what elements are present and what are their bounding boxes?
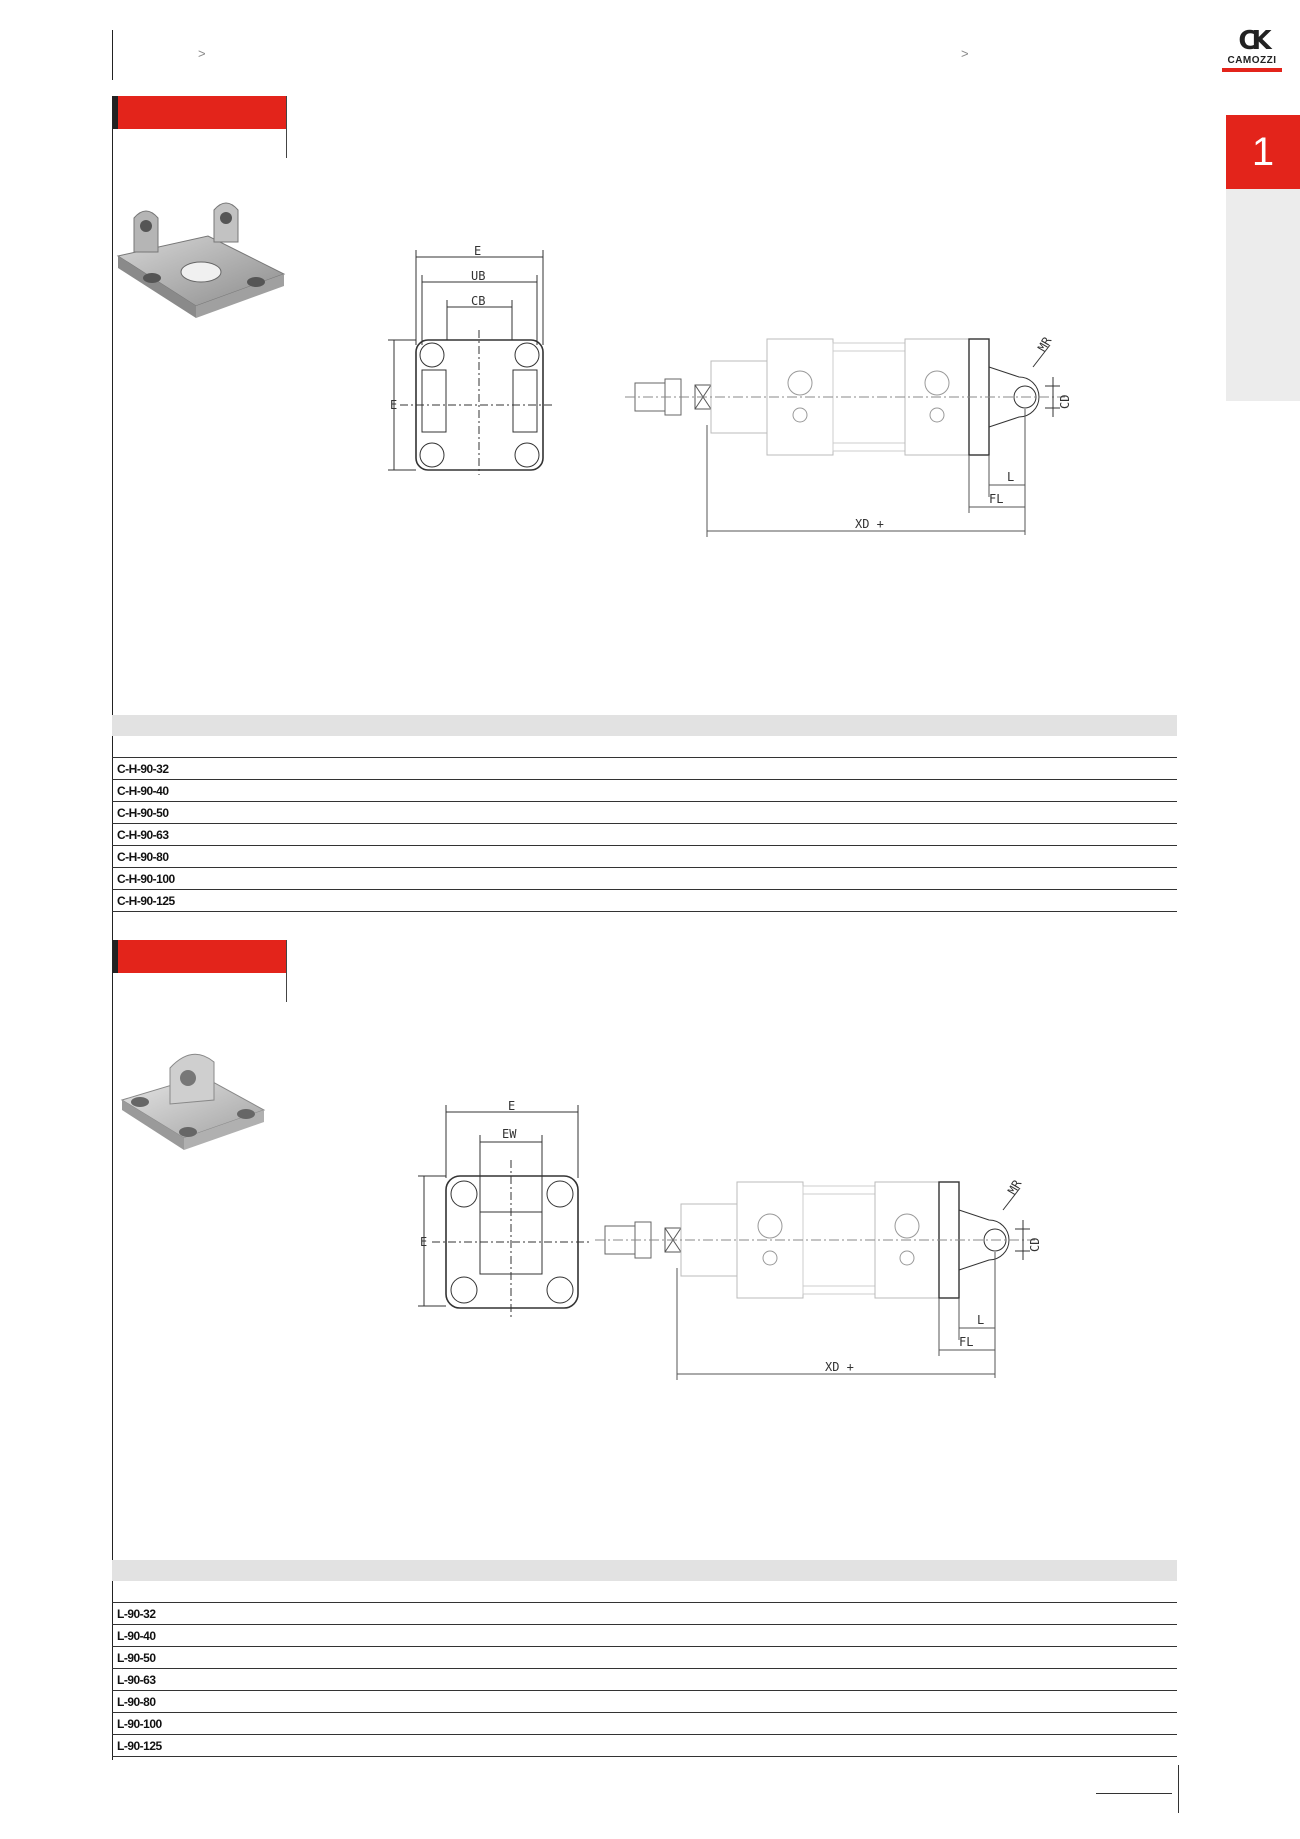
model-code: L-90-125 (112, 1735, 1012, 1757)
dim-label-ub: UB (471, 269, 486, 283)
model-code: L-90-32 (112, 1603, 1012, 1625)
table-header-row (112, 715, 1177, 736)
spec-table-1 (112, 715, 1177, 912)
model-code: L-90-80 (112, 1691, 1012, 1713)
page-number-rule (1096, 1793, 1172, 1794)
dim-label-xd: XD + (855, 517, 884, 531)
logo-text: CAMOZZI (1227, 55, 1277, 66)
dim-label-ew: EW (502, 1127, 517, 1141)
model-code: L-90-100 (112, 1713, 1012, 1735)
breadcrumb-separator-left: > (198, 46, 206, 61)
model-code: L-90-50 (112, 1647, 1012, 1669)
breadcrumb-separator-right: > (961, 46, 969, 61)
table-subheader-row (112, 736, 1177, 758)
table-row (112, 1713, 1177, 1735)
dim-label-cd: CD (1058, 394, 1072, 409)
dim-label-fl: FL (989, 492, 1004, 506)
dim-label-e-top: E (474, 245, 482, 258)
dim-label-mr: MR (1004, 1177, 1025, 1197)
section-2-header-bar (112, 940, 287, 973)
section-2-header-frame (286, 940, 287, 1002)
page-left-border (112, 30, 113, 80)
page-footer-divider (1178, 1765, 1179, 1813)
table-row (112, 780, 1177, 802)
section-1-header-bar (112, 96, 287, 129)
brand-logo (1222, 28, 1282, 72)
page-left-border-main (112, 96, 113, 1760)
model-code: C-H-90-50 (112, 802, 1040, 824)
table-row (112, 1625, 1177, 1647)
table-row (112, 1669, 1177, 1691)
dim-label-mr: MR (1034, 334, 1055, 354)
model-code: C-H-90-32 (112, 758, 1040, 780)
technical-drawing-front-view-1 (380, 245, 560, 475)
table-header-row (112, 1560, 1177, 1581)
model-code: C-H-90-63 (112, 824, 1040, 846)
chapter-tab-strip (1226, 189, 1300, 401)
logo-mark: CK (1238, 26, 1266, 56)
table-row (112, 890, 1177, 912)
model-code: C-H-90-125 (112, 890, 1040, 912)
model-code: C-H-90-40 (112, 780, 1040, 802)
dim-label-cd: CD (1028, 1237, 1042, 1252)
logo-underline (1222, 68, 1282, 72)
table-row (112, 1603, 1177, 1625)
model-code: C-H-90-80 (112, 846, 1040, 868)
dim-label-fl: FL (959, 1335, 974, 1349)
chapter-tab[interactable]: 1 (1226, 115, 1300, 189)
section-1-header-frame (286, 96, 287, 158)
table-subheader-row (112, 1581, 1177, 1603)
table-row (112, 868, 1177, 890)
dim-label-e-side: E (420, 1235, 428, 1249)
table-row (112, 824, 1177, 846)
spec-table-2 (112, 1560, 1177, 1757)
model-code: C-H-90-100 (112, 868, 1040, 890)
table-row (112, 1735, 1177, 1757)
table-row (112, 802, 1177, 824)
product-photo-clevis (112, 196, 292, 336)
technical-drawing-side-view-2 (595, 1168, 1065, 1388)
table-row (112, 1647, 1177, 1669)
dim-label-cb: CB (471, 294, 486, 308)
technical-drawing-front-view-2 (410, 1100, 590, 1330)
product-photo-rear-hinge (118, 1040, 268, 1170)
technical-drawing-side-view-1 (625, 325, 1095, 545)
table-row (112, 846, 1177, 868)
dim-label-xd: XD + (825, 1360, 854, 1374)
table-row (112, 758, 1177, 780)
dim-label-l: L (1007, 470, 1015, 484)
dim-label-e-side: E (390, 398, 398, 412)
table-row (112, 1691, 1177, 1713)
dim-label-e-top: E (508, 1100, 516, 1113)
dim-label-l: L (977, 1313, 985, 1327)
model-code: L-90-63 (112, 1669, 1012, 1691)
model-code: L-90-40 (112, 1625, 1012, 1647)
